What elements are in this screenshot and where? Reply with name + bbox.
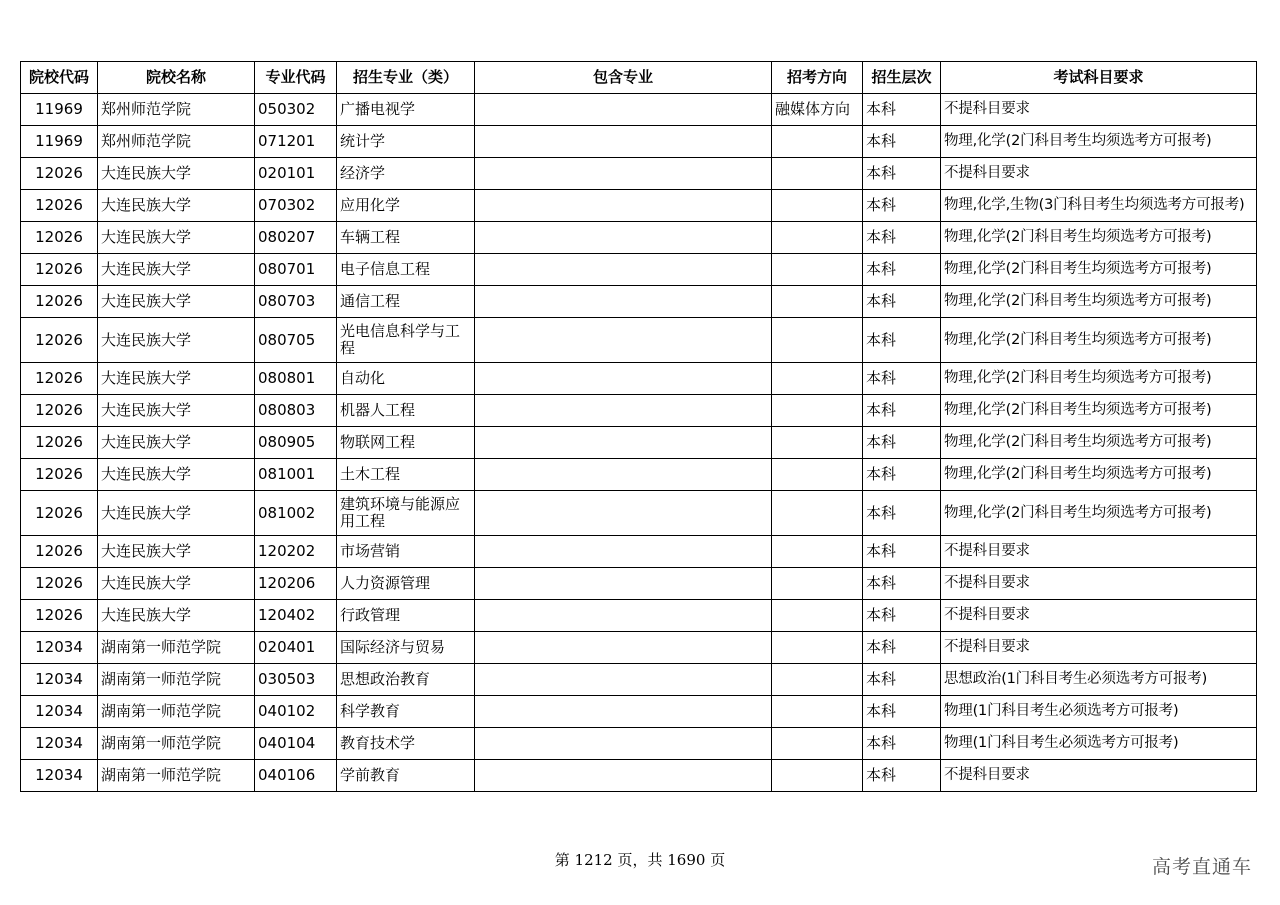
school-name-cell: 大连民族大学 bbox=[98, 190, 255, 222]
level-cell: 本科 bbox=[863, 728, 941, 760]
major-code-cell: 040104 bbox=[255, 728, 337, 760]
school-code-cell: 12034 bbox=[21, 664, 98, 696]
table-row bbox=[21, 158, 1257, 190]
major-code-cell: 080703 bbox=[255, 286, 337, 318]
level-cell: 本科 bbox=[863, 600, 941, 632]
included-majors-cell bbox=[475, 222, 772, 254]
school-code-cell: 12026 bbox=[21, 600, 98, 632]
school-name-cell: 大连民族大学 bbox=[98, 158, 255, 190]
major-cell: 电子信息工程 bbox=[337, 254, 475, 286]
subject-requirements-cell: 不提科目要求 bbox=[941, 536, 1257, 568]
major-code-cell: 080207 bbox=[255, 222, 337, 254]
school-code-cell: 12026 bbox=[21, 222, 98, 254]
table-row bbox=[21, 632, 1257, 664]
level-cell: 本科 bbox=[863, 491, 941, 536]
admissions-table bbox=[20, 61, 1257, 792]
major-code-cell: 080801 bbox=[255, 363, 337, 395]
subject-requirements-cell: 不提科目要求 bbox=[941, 568, 1257, 600]
level-cell: 本科 bbox=[863, 363, 941, 395]
school-name-cell: 大连民族大学 bbox=[98, 254, 255, 286]
header-subject-requirements: 考试科目要求 bbox=[941, 62, 1257, 94]
major-cell: 土木工程 bbox=[337, 459, 475, 491]
level-cell: 本科 bbox=[863, 536, 941, 568]
included-majors-cell bbox=[475, 536, 772, 568]
table-row bbox=[21, 427, 1257, 459]
level-cell: 本科 bbox=[863, 190, 941, 222]
header-major: 招生专业（类） bbox=[337, 62, 475, 94]
included-majors-cell bbox=[475, 190, 772, 222]
table-row bbox=[21, 190, 1257, 222]
table-row bbox=[21, 491, 1257, 536]
major-cell: 建筑环境与能源应用工程 bbox=[337, 491, 475, 536]
major-cell: 统计学 bbox=[337, 126, 475, 158]
major-cell: 科学教育 bbox=[337, 696, 475, 728]
subject-requirements-cell: 物理,化学,生物(3门科目考生均须选考方可报考) bbox=[941, 190, 1257, 222]
included-majors-cell bbox=[475, 94, 772, 126]
school-name-cell: 大连民族大学 bbox=[98, 536, 255, 568]
school-code-cell: 11969 bbox=[21, 94, 98, 126]
school-name-cell: 大连民族大学 bbox=[98, 600, 255, 632]
school-name-cell: 大连民族大学 bbox=[98, 427, 255, 459]
major-cell: 光电信息科学与工程 bbox=[337, 318, 475, 363]
school-name-cell: 大连民族大学 bbox=[98, 318, 255, 363]
header-level: 招生层次 bbox=[863, 62, 941, 94]
school-code-cell: 12034 bbox=[21, 696, 98, 728]
major-code-cell: 030503 bbox=[255, 664, 337, 696]
direction-cell bbox=[772, 760, 863, 792]
direction-cell bbox=[772, 222, 863, 254]
subject-requirements-cell: 思想政治(1门科目考生必须选考方可报考) bbox=[941, 664, 1257, 696]
header-row bbox=[21, 62, 1257, 94]
school-code-cell: 12026 bbox=[21, 459, 98, 491]
school-name-cell: 大连民族大学 bbox=[98, 568, 255, 600]
header-school-code: 院校代码 bbox=[21, 62, 98, 94]
major-cell: 应用化学 bbox=[337, 190, 475, 222]
included-majors-cell bbox=[475, 158, 772, 190]
major-code-cell: 020101 bbox=[255, 158, 337, 190]
watermark: 高考直通车 bbox=[1151, 856, 1252, 878]
school-name-cell: 湖南第一师范学院 bbox=[98, 760, 255, 792]
direction-cell bbox=[772, 190, 863, 222]
school-name-cell: 湖南第一师范学院 bbox=[98, 632, 255, 664]
direction-cell bbox=[772, 728, 863, 760]
major-cell: 学前教育 bbox=[337, 760, 475, 792]
table-row bbox=[21, 728, 1257, 760]
school-code-cell: 12026 bbox=[21, 254, 98, 286]
major-code-cell: 081001 bbox=[255, 459, 337, 491]
table-body bbox=[21, 94, 1257, 792]
level-cell: 本科 bbox=[863, 696, 941, 728]
included-majors-cell bbox=[475, 632, 772, 664]
school-code-cell: 12034 bbox=[21, 632, 98, 664]
included-majors-cell bbox=[475, 491, 772, 536]
included-majors-cell bbox=[475, 126, 772, 158]
direction-cell bbox=[772, 395, 863, 427]
level-cell: 本科 bbox=[863, 126, 941, 158]
table-row bbox=[21, 395, 1257, 427]
subject-requirements-cell: 物理,化学(2门科目考生均须选考方可报考) bbox=[941, 222, 1257, 254]
table-row bbox=[21, 254, 1257, 286]
subject-requirements-cell: 物理,化学(2门科目考生均须选考方可报考) bbox=[941, 363, 1257, 395]
major-cell: 经济学 bbox=[337, 158, 475, 190]
direction-cell bbox=[772, 363, 863, 395]
school-name-cell: 大连民族大学 bbox=[98, 491, 255, 536]
header-major-code: 专业代码 bbox=[255, 62, 337, 94]
subject-requirements-cell: 不提科目要求 bbox=[941, 600, 1257, 632]
level-cell: 本科 bbox=[863, 318, 941, 363]
direction-cell bbox=[772, 286, 863, 318]
school-code-cell: 12026 bbox=[21, 158, 98, 190]
direction-cell bbox=[772, 536, 863, 568]
school-code-cell: 12026 bbox=[21, 395, 98, 427]
major-code-cell: 080905 bbox=[255, 427, 337, 459]
table-row bbox=[21, 286, 1257, 318]
school-name-cell: 湖南第一师范学院 bbox=[98, 728, 255, 760]
direction-cell bbox=[772, 126, 863, 158]
direction-cell bbox=[772, 459, 863, 491]
subject-requirements-cell: 物理,化学(2门科目考生均须选考方可报考) bbox=[941, 286, 1257, 318]
major-code-cell: 070302 bbox=[255, 190, 337, 222]
subject-requirements-cell: 不提科目要求 bbox=[941, 632, 1257, 664]
school-name-cell: 郑州师范学院 bbox=[98, 126, 255, 158]
level-cell: 本科 bbox=[863, 459, 941, 491]
level-cell: 本科 bbox=[863, 427, 941, 459]
subject-requirements-cell: 不提科目要求 bbox=[941, 94, 1257, 126]
level-cell: 本科 bbox=[863, 760, 941, 792]
header-included-majors: 包含专业 bbox=[475, 62, 772, 94]
included-majors-cell bbox=[475, 568, 772, 600]
level-cell: 本科 bbox=[863, 664, 941, 696]
table-row bbox=[21, 459, 1257, 491]
included-majors-cell bbox=[475, 728, 772, 760]
level-cell: 本科 bbox=[863, 94, 941, 126]
included-majors-cell bbox=[475, 318, 772, 363]
major-cell: 人力资源管理 bbox=[337, 568, 475, 600]
table-row bbox=[21, 568, 1257, 600]
major-code-cell: 080803 bbox=[255, 395, 337, 427]
direction-cell bbox=[772, 664, 863, 696]
level-cell: 本科 bbox=[863, 568, 941, 600]
direction-cell bbox=[772, 318, 863, 363]
subject-requirements-cell: 不提科目要求 bbox=[941, 760, 1257, 792]
table-row bbox=[21, 696, 1257, 728]
school-code-cell: 12026 bbox=[21, 427, 98, 459]
table-row bbox=[21, 363, 1257, 395]
major-cell: 国际经济与贸易 bbox=[337, 632, 475, 664]
major-code-cell: 120202 bbox=[255, 536, 337, 568]
major-code-cell: 120402 bbox=[255, 600, 337, 632]
school-code-cell: 12026 bbox=[21, 286, 98, 318]
direction-cell bbox=[772, 491, 863, 536]
major-code-cell: 080705 bbox=[255, 318, 337, 363]
school-name-cell: 大连民族大学 bbox=[98, 222, 255, 254]
subject-requirements-cell: 物理(1门科目考生必须选考方可报考) bbox=[941, 696, 1257, 728]
major-cell: 通信工程 bbox=[337, 286, 475, 318]
included-majors-cell bbox=[475, 395, 772, 427]
school-code-cell: 11969 bbox=[21, 126, 98, 158]
major-cell: 机器人工程 bbox=[337, 395, 475, 427]
major-code-cell: 080701 bbox=[255, 254, 337, 286]
direction-cell bbox=[772, 158, 863, 190]
major-cell: 市场营销 bbox=[337, 536, 475, 568]
included-majors-cell bbox=[475, 600, 772, 632]
school-name-cell: 大连民族大学 bbox=[98, 459, 255, 491]
table-row bbox=[21, 760, 1257, 792]
included-majors-cell bbox=[475, 459, 772, 491]
school-name-cell: 大连民族大学 bbox=[98, 363, 255, 395]
subject-requirements-cell: 物理,化学(2门科目考生均须选考方可报考) bbox=[941, 427, 1257, 459]
direction-cell bbox=[772, 568, 863, 600]
direction-cell: 融媒体方向 bbox=[772, 94, 863, 126]
school-code-cell: 12026 bbox=[21, 190, 98, 222]
level-cell: 本科 bbox=[863, 395, 941, 427]
header-direction: 招考方向 bbox=[772, 62, 863, 94]
included-majors-cell bbox=[475, 286, 772, 318]
included-majors-cell bbox=[475, 254, 772, 286]
subject-requirements-cell: 不提科目要求 bbox=[941, 158, 1257, 190]
major-cell: 教育技术学 bbox=[337, 728, 475, 760]
major-cell: 车辆工程 bbox=[337, 222, 475, 254]
table-row bbox=[21, 664, 1257, 696]
major-code-cell: 071201 bbox=[255, 126, 337, 158]
school-name-cell: 大连民族大学 bbox=[98, 286, 255, 318]
major-code-cell: 050302 bbox=[255, 94, 337, 126]
subject-requirements-cell: 物理(1门科目考生必须选考方可报考) bbox=[941, 728, 1257, 760]
included-majors-cell bbox=[475, 363, 772, 395]
school-name-cell: 湖南第一师范学院 bbox=[98, 664, 255, 696]
major-cell: 行政管理 bbox=[337, 600, 475, 632]
school-name-cell: 郑州师范学院 bbox=[98, 94, 255, 126]
subject-requirements-cell: 物理,化学(2门科目考生均须选考方可报考) bbox=[941, 318, 1257, 363]
school-code-cell: 12034 bbox=[21, 728, 98, 760]
major-cell: 自动化 bbox=[337, 363, 475, 395]
level-cell: 本科 bbox=[863, 222, 941, 254]
level-cell: 本科 bbox=[863, 286, 941, 318]
subject-requirements-cell: 物理,化学(2门科目考生均须选考方可报考) bbox=[941, 395, 1257, 427]
school-code-cell: 12026 bbox=[21, 568, 98, 600]
school-name-cell: 大连民族大学 bbox=[98, 395, 255, 427]
school-code-cell: 12026 bbox=[21, 491, 98, 536]
school-code-cell: 12034 bbox=[21, 760, 98, 792]
direction-cell bbox=[772, 427, 863, 459]
level-cell: 本科 bbox=[863, 158, 941, 190]
direction-cell bbox=[772, 254, 863, 286]
major-code-cell: 120206 bbox=[255, 568, 337, 600]
major-code-cell: 040102 bbox=[255, 696, 337, 728]
level-cell: 本科 bbox=[863, 632, 941, 664]
major-code-cell: 020401 bbox=[255, 632, 337, 664]
major-code-cell: 040106 bbox=[255, 760, 337, 792]
header-school-name: 院校名称 bbox=[98, 62, 255, 94]
table-row bbox=[21, 94, 1257, 126]
included-majors-cell bbox=[475, 427, 772, 459]
subject-requirements-cell: 物理,化学(2门科目考生均须选考方可报考) bbox=[941, 491, 1257, 536]
school-code-cell: 12026 bbox=[21, 363, 98, 395]
included-majors-cell bbox=[475, 760, 772, 792]
page-number: 第 1212 页，共 1690 页 bbox=[554, 851, 726, 869]
direction-cell bbox=[772, 600, 863, 632]
school-name-cell: 湖南第一师范学院 bbox=[98, 696, 255, 728]
table-row bbox=[21, 536, 1257, 568]
subject-requirements-cell: 物理,化学(2门科目考生均须选考方可报考) bbox=[941, 254, 1257, 286]
major-cell: 思想政治教育 bbox=[337, 664, 475, 696]
table-row bbox=[21, 318, 1257, 363]
major-cell: 广播电视学 bbox=[337, 94, 475, 126]
level-cell: 本科 bbox=[863, 254, 941, 286]
table-row bbox=[21, 600, 1257, 632]
direction-cell bbox=[772, 632, 863, 664]
school-code-cell: 12026 bbox=[21, 536, 98, 568]
major-cell: 物联网工程 bbox=[337, 427, 475, 459]
included-majors-cell bbox=[475, 696, 772, 728]
direction-cell bbox=[772, 696, 863, 728]
major-code-cell: 081002 bbox=[255, 491, 337, 536]
subject-requirements-cell: 物理,化学(2门科目考生均须选考方可报考) bbox=[941, 126, 1257, 158]
table-row bbox=[21, 222, 1257, 254]
school-code-cell: 12026 bbox=[21, 318, 98, 363]
table-row bbox=[21, 126, 1257, 158]
included-majors-cell bbox=[475, 664, 772, 696]
subject-requirements-cell: 物理,化学(2门科目考生均须选考方可报考) bbox=[941, 459, 1257, 491]
